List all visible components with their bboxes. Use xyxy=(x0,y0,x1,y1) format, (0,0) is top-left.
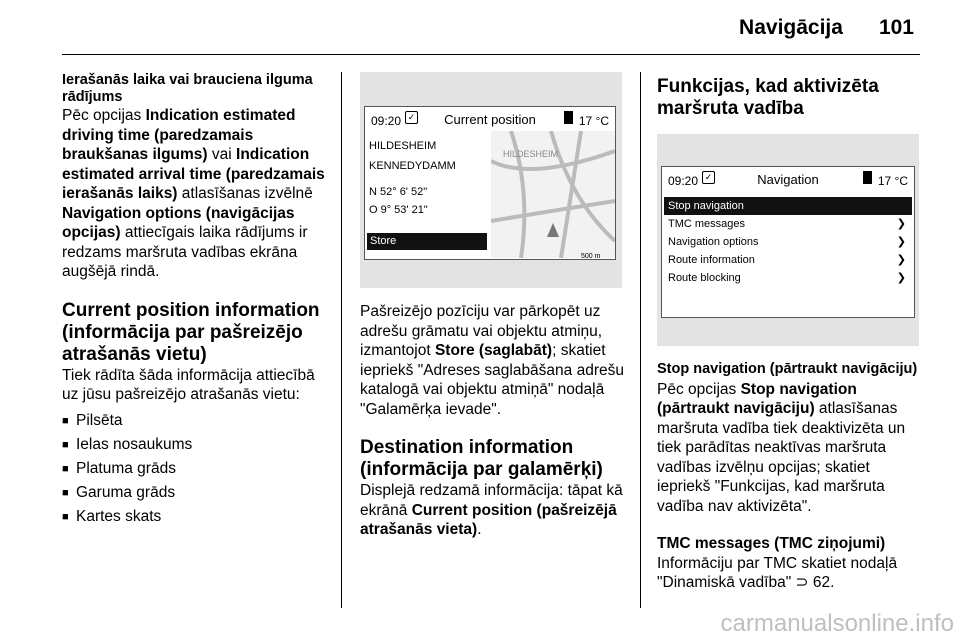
page-reference-icon: ⊃ xyxy=(795,574,809,591)
menu-item-navigation-options[interactable] xyxy=(664,233,912,251)
chevron-right-icon: ❯ xyxy=(896,272,906,284)
menu-label: Stop navigation xyxy=(668,200,744,212)
column-divider-2 xyxy=(640,72,641,608)
list-item: ■ Ielas nosaukums xyxy=(62,433,330,457)
menu-label: Navigation options xyxy=(668,236,759,248)
list-item: ■ Pilsēta xyxy=(62,409,330,433)
spacer xyxy=(657,516,919,534)
store-paragraph xyxy=(360,302,625,419)
text: Pēc opcijas xyxy=(62,107,146,124)
screen-status-bar xyxy=(662,167,914,191)
header-title: Navigācija xyxy=(739,16,843,39)
text: Pēc opcijas xyxy=(657,380,741,398)
section-heading-active-guidance: Funkcijas, kad aktivizēta maršruta vadība xyxy=(657,76,879,119)
text: . xyxy=(477,521,482,538)
chevron-right-icon: ❯ xyxy=(896,218,906,230)
section-heading-arrival-time: Ierašanās laika vai brauciena ilguma rādījums xyxy=(62,72,313,105)
section-heading-current-position: Current position information (informācija par pašreizējo atrašanās vietu) xyxy=(62,299,320,365)
screen-title: Navigation xyxy=(757,172,819,187)
menu-label: Route blocking xyxy=(668,272,741,284)
bold-text: Store (saglabāt) xyxy=(434,342,553,359)
navigation-screen xyxy=(657,134,919,346)
spacer xyxy=(657,346,919,360)
screen-display xyxy=(661,166,915,318)
menu-item-stop-navigation[interactable] xyxy=(664,197,912,215)
store-button[interactable]: Store xyxy=(367,233,487,250)
column-divider-1 xyxy=(341,72,342,608)
longitude: O 9° 53' 21" xyxy=(369,204,428,216)
clock: 09:20 xyxy=(371,114,402,128)
spacer xyxy=(62,282,330,300)
text: Displejā redzamā informācija: tāpat kā ekrānā xyxy=(360,482,623,519)
bold-text: Indication estimated driving time (paredzamais braukšanas ilgums) xyxy=(62,107,296,163)
screen-title: Current position xyxy=(444,112,536,127)
tmc-paragraph xyxy=(657,554,919,593)
section-heading-destination: Destination information (informācija par galamērķi) xyxy=(360,437,603,480)
info-list xyxy=(62,409,330,529)
spacer xyxy=(360,288,625,302)
right-column xyxy=(657,76,919,593)
header-rule xyxy=(62,54,920,55)
navigation-menu xyxy=(664,197,912,287)
watermark: carmanualsonline.info xyxy=(720,610,954,637)
text: Pašreizējo pozīciju var pārkopēt uz adrešu grāmatu vai objektu atmiņu, izmantojot xyxy=(360,303,603,359)
map-city-label: HILDESHEIM xyxy=(503,149,559,159)
section-heading-stop-navigation: Stop navigation (pārtraukt navigāciju) xyxy=(657,361,918,377)
menu-item-tmc-messages[interactable] xyxy=(664,215,912,233)
text: Informāciju par TMC skatiet nodaļā "Dinamiskā vadība" xyxy=(657,554,898,591)
thermometer-icon xyxy=(564,111,573,124)
temperature: 17 °C xyxy=(578,114,609,128)
list-item: ■ Platuma grāds xyxy=(62,457,330,481)
text: atlasīšanas izvēlnē xyxy=(177,185,313,202)
screen-display xyxy=(364,106,616,260)
temperature: 17 °C xyxy=(877,174,908,188)
city: HILDESHEIM xyxy=(369,140,437,152)
menu-item-route-information[interactable] xyxy=(664,251,912,269)
text: vai xyxy=(207,146,237,163)
left-column xyxy=(62,72,330,529)
latitude: N 52° 6' 52" xyxy=(369,186,428,198)
map-scale: 500 m xyxy=(581,253,601,258)
menu-item-route-blocking[interactable] xyxy=(664,269,912,287)
current-position-paragraph: Tiek rādīta šāda informācija attiecībā uz jūsu pašreizējo atrašanās vietu: xyxy=(62,366,315,403)
spacer xyxy=(360,419,625,437)
stop-navigation-paragraph xyxy=(657,380,919,517)
map-view[interactable] xyxy=(491,131,615,258)
text: atlasīšanas maršruta vadība tiek deaktivizēta un tiek parādītas neaktīvas maršruta vadības izvēlņu opcijas; skatiet iepriekš "Funkcijas, kad maršruta vadība nav aktivizēta". xyxy=(657,400,906,515)
thermometer-icon xyxy=(863,171,872,184)
list-item: ■ Kartes skats xyxy=(62,505,330,529)
current-position-screen xyxy=(360,72,622,288)
list-item: ■ Garuma grāds xyxy=(62,481,330,505)
text: ; skatiet iepriekš "Adreses saglabāšana adrešu katalogā vai objektu atmiņā" nodaļā "Galamērķa ievade". xyxy=(360,342,624,418)
page-number: 101 xyxy=(878,16,914,39)
section-heading-tmc-messages: TMC messages (TMC ziņojumi) xyxy=(657,535,886,552)
middle-column xyxy=(360,72,625,540)
bold-text: Stop navigation (pārtraukt navigāciju) xyxy=(657,380,857,417)
text: attiecīgais laika rādījums ir redzams maršruta vadības ekrāna augšējā rindā. xyxy=(62,224,308,280)
screen-status-bar xyxy=(365,107,615,131)
bold-text: Navigation options (navigācijas opcijas) xyxy=(62,204,295,241)
clock: 09:20 xyxy=(668,174,699,188)
arrival-time-paragraph xyxy=(62,106,330,282)
menu-label: Route information xyxy=(668,254,755,266)
chevron-right-icon: ❯ xyxy=(896,254,906,266)
text: 62. xyxy=(808,574,835,591)
bold-text: Indication estimated arrival time (paredzamais ierašanās laiks) xyxy=(62,146,325,202)
bold-text: Current position (pašreizējā atrašanās vieta) xyxy=(360,501,617,538)
check-icon: ✓ xyxy=(702,171,715,184)
destination-paragraph xyxy=(360,481,625,540)
position-info-panel xyxy=(365,131,489,257)
page-header xyxy=(739,16,914,40)
menu-label: TMC messages xyxy=(668,218,746,230)
street: KENNEDYDAMM xyxy=(369,160,456,172)
chevron-right-icon: ❯ xyxy=(896,236,906,248)
check-icon: ✓ xyxy=(405,111,418,124)
